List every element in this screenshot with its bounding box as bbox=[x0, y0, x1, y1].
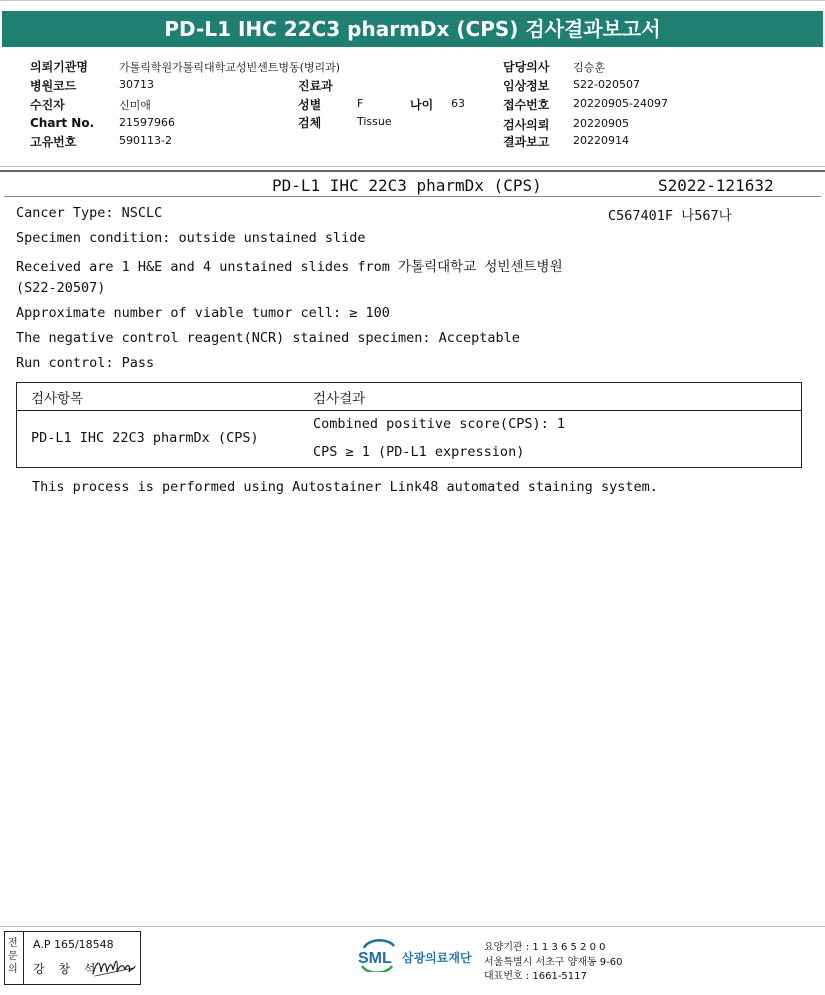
slide-code: C567401F 나567나 bbox=[608, 208, 732, 224]
column-item-header: 검사항목 bbox=[31, 391, 84, 407]
section-divider bbox=[0, 170, 825, 172]
institution-value: 가톨릭학원가톨릭대학교성빈센트병동(병리과) bbox=[119, 61, 341, 74]
footer-divider bbox=[0, 926, 825, 927]
sex-value: F bbox=[357, 97, 364, 110]
sml-logo-text: SML bbox=[358, 950, 392, 967]
title-underline bbox=[4, 196, 821, 197]
clinical-value: S22-020507 bbox=[573, 78, 640, 91]
accession-label: 접수번호 bbox=[503, 98, 550, 112]
report-header bbox=[0, 0, 825, 49]
chart-label: Chart No. bbox=[30, 116, 95, 130]
received-line: Received are 1 H&E and 4 unstained slides from 가톨릭대학교 성빈센트병원 bbox=[16, 259, 563, 275]
test-title: PD-L1 IHC 22C3 pharmDx (CPS) bbox=[272, 176, 542, 195]
accession-value: 20220905-24097 bbox=[573, 97, 668, 110]
hospital-code-label: 병원코드 bbox=[30, 79, 77, 93]
unique-no: 590113-2 bbox=[119, 134, 172, 147]
process-note: This process is performed using Autostainer Link48 automated staining system. bbox=[32, 479, 658, 495]
report-title: PD-L1 IHC 22C3 pharmDx (CPS) 검사결과보고서 bbox=[164, 17, 661, 41]
signature-box bbox=[4, 931, 141, 985]
sml-logo-icon bbox=[356, 936, 400, 972]
age-value: 63 bbox=[451, 97, 465, 110]
specimen-condition-line: Specimen condition: outside unstained slide bbox=[16, 230, 366, 246]
institution-label: 의뢰기관명 bbox=[30, 60, 88, 74]
organization-address: 서울특별시 서초구 양재동 9-60 bbox=[484, 957, 623, 968]
patient-info bbox=[0, 48, 825, 167]
pathologist-name: 강 창 석 bbox=[33, 962, 101, 976]
doctor-value: 김승훈 bbox=[573, 61, 605, 74]
organization-phone: 대표번호 : 1661-5117 bbox=[484, 971, 587, 982]
age-label: 나이 bbox=[410, 98, 434, 112]
cps-score-cell: Combined positive score(CPS): 1 bbox=[313, 416, 565, 432]
report-number: S2022-121632 bbox=[658, 176, 774, 195]
signature-image bbox=[91, 954, 137, 980]
report-label: 결과보고 bbox=[503, 135, 550, 149]
column-result-header: 검사결과 bbox=[313, 391, 366, 407]
ncr-line: The negative control reagent(NCR) stained specimen: Acceptable bbox=[16, 330, 520, 346]
specimen-value: Tissue bbox=[357, 115, 392, 128]
specialist-char-3: 의 bbox=[8, 964, 18, 975]
organization-code: 요양기관 : 1 1 3 6 5 2 0 0 bbox=[484, 942, 606, 953]
specialist-tab bbox=[5, 932, 24, 984]
organization-name: 삼광의료재단 bbox=[402, 951, 472, 965]
sml-logo bbox=[356, 936, 400, 976]
cancer-type-line: Cancer Type: NSCLC bbox=[16, 205, 163, 221]
result-table bbox=[16, 382, 802, 468]
clinical-label: 임상정보 bbox=[503, 79, 550, 93]
report-date: 20220914 bbox=[573, 134, 629, 147]
sex-label: 성별 bbox=[298, 98, 322, 112]
request-date: 20220905 bbox=[573, 117, 629, 130]
cps-expression-cell: CPS ≥ 1 (PD-L1 expression) bbox=[313, 444, 525, 460]
patient-name: 신미애 bbox=[119, 99, 151, 112]
specialist-char-2: 문 bbox=[8, 951, 18, 962]
unique-label: 고유번호 bbox=[30, 135, 77, 149]
chart-no: 21597966 bbox=[119, 116, 175, 129]
doctor-label: 담당의사 bbox=[503, 60, 550, 74]
specimen-label: 검체 bbox=[298, 116, 322, 130]
test-item-cell: PD-L1 IHC 22C3 pharmDx (CPS) bbox=[31, 430, 259, 446]
patient-label: 수진자 bbox=[30, 98, 65, 112]
ap-number: A.P 165/18548 bbox=[33, 938, 114, 951]
referral-line: (S22-20507) bbox=[16, 280, 106, 296]
hospital-code-value: 30713 bbox=[119, 78, 154, 91]
department-label: 진료과 bbox=[298, 79, 333, 93]
table-header-divider bbox=[17, 410, 801, 411]
run-control-line: Run control: Pass bbox=[16, 355, 155, 371]
viable-tumor-line: Approximate number of viable tumor cell: ≥ 100 bbox=[16, 305, 390, 321]
request-label: 검사의뢰 bbox=[503, 118, 550, 132]
specialist-char-1: 전 bbox=[8, 938, 18, 949]
